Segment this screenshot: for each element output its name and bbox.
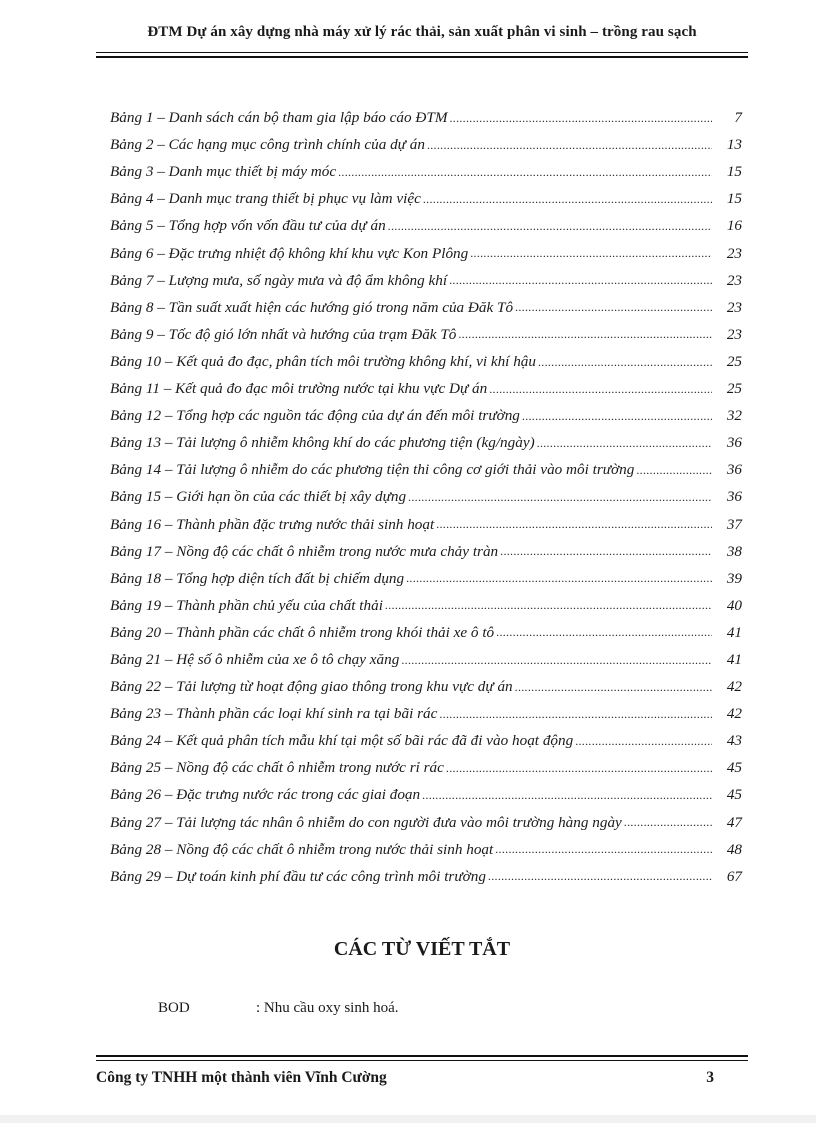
- page-header: ĐTM Dự án xây dựng nhà máy xử lý rác thải, sản xuất phân vi sinh – trồng rau sạch: [147, 24, 697, 40]
- toc-entry-title: Bảng 11 – Kết quả đo đạc môi trường nước tại khu vực Dự án: [110, 380, 488, 398]
- toc-dot-leader: [458, 327, 712, 343]
- toc-entry-page: 13: [726, 136, 742, 154]
- toc-dot-leader: [401, 653, 712, 669]
- header-rule-thin: [96, 52, 748, 53]
- toc-entry[interactable]: [110, 208, 742, 235]
- toc-entry[interactable]: [110, 235, 742, 262]
- toc-entry-title: Bảng 19 – Thành phần chủ yếu của chất thải: [110, 596, 383, 614]
- toc-entry-page: 7: [734, 109, 742, 127]
- toc-entry-page: 23: [726, 271, 742, 289]
- toc-entry-title: Bảng 27 – Tải lượng tác nhân ô nhiễm do con người đưa vào môi trường hàng ngày: [110, 813, 622, 831]
- toc-dot-leader: [575, 734, 712, 750]
- toc-entry-page: 38: [726, 542, 742, 560]
- toc-entry-page: 25: [726, 352, 742, 370]
- toc-entry[interactable]: [110, 127, 742, 154]
- toc-entry-title: Bảng 14 – Tải lượng ô nhiễm do các phương tiện thi công cơ giới thải vào môi trường: [110, 461, 635, 479]
- toc-dot-leader: [423, 192, 712, 208]
- toc-entry[interactable]: [110, 317, 742, 344]
- toc-dot-leader: [522, 409, 712, 425]
- toc-entry-title: Bảng 20 – Thành phần các chất ô nhiễm trong khói thải xe ô tô: [110, 623, 495, 641]
- toc-entry-title: Bảng 13 – Tải lượng ô nhiễm không khí do các phương tiện (kg/ngày): [110, 434, 535, 452]
- toc-entry[interactable]: [110, 723, 742, 750]
- toc-entry[interactable]: [110, 425, 742, 452]
- toc-dot-leader: [422, 788, 712, 804]
- toc-dot-leader: [338, 165, 712, 181]
- toc-entry-title: Bảng 18 – Tổng hợp diện tích đất bị chiếm dụng: [110, 569, 405, 587]
- toc-entry[interactable]: [110, 534, 742, 561]
- toc-dot-leader: [470, 246, 712, 262]
- toc-dot-leader: [636, 463, 712, 479]
- table-of-contents: [110, 100, 742, 886]
- toc-entry[interactable]: [110, 181, 742, 208]
- toc-entry-title: Bảng 12 – Tổng hợp các nguồn tác động của dự án đến môi trường: [110, 407, 520, 425]
- toc-entry[interactable]: [110, 506, 742, 533]
- toc-entry-page: 45: [726, 786, 742, 804]
- toc-entry[interactable]: [110, 615, 742, 642]
- toc-entry-title: Bảng 9 – Tốc độ gió lớn nhất và hướng của trạm Đăk Tô: [110, 325, 457, 343]
- toc-entry-page: 25: [726, 380, 742, 398]
- toc-entry-title: Bảng 17 – Nồng độ các chất ô nhiễm trong nước mưa chảy tràn: [110, 542, 499, 560]
- toc-entry-page: 41: [726, 650, 742, 668]
- toc-entry-title: Bảng 10 – Kết quả đo đạc, phân tích môi trường không khí, vi khí hậu: [110, 352, 536, 370]
- toc-dot-leader: [449, 111, 712, 127]
- toc-entry-title: Bảng 22 – Tải lượng từ hoạt động giao thông trong khu vực dự án: [110, 678, 513, 696]
- toc-dot-leader: [488, 869, 712, 885]
- toc-entry[interactable]: [110, 750, 742, 777]
- toc-entry-page: 42: [726, 705, 742, 723]
- toc-entry-page: 23: [726, 325, 742, 343]
- toc-entry-title: Bảng 24 – Kết quả phân tích mẫu khí tại một số bãi rác đã đi vào hoạt động: [110, 732, 574, 750]
- toc-entry-page: 36: [726, 434, 742, 452]
- abbreviation-row: [158, 1000, 398, 1017]
- toc-entry[interactable]: [110, 859, 742, 886]
- toc-entry-page: 37: [726, 515, 742, 533]
- toc-entry-title: Bảng 7 – Lượng mưa, số ngày mưa và độ ẩm không khí: [110, 271, 448, 289]
- footer-rule-thick: [96, 1055, 748, 1057]
- toc-entry-page: 16: [726, 217, 742, 235]
- toc-entry[interactable]: [110, 290, 742, 317]
- toc-entry-page: 32: [726, 407, 742, 425]
- toc-dot-leader: [537, 436, 712, 452]
- toc-dot-leader: [385, 598, 712, 614]
- toc-entry[interactable]: [110, 344, 742, 371]
- toc-entry-title: Bảng 6 – Đặc trưng nhiệt độ không khí khu vực Kon Plông: [110, 244, 469, 262]
- toc-entry[interactable]: [110, 832, 742, 859]
- toc-entry[interactable]: [110, 804, 742, 831]
- toc-dot-leader: [439, 707, 712, 723]
- toc-entry[interactable]: [110, 777, 742, 804]
- toc-dot-leader: [436, 517, 712, 533]
- abbreviation-key: BOD: [158, 1000, 190, 1016]
- toc-entry[interactable]: [110, 669, 742, 696]
- toc-dot-leader: [515, 680, 712, 696]
- toc-entry[interactable]: [110, 479, 742, 506]
- toc-entry-page: 41: [726, 623, 742, 641]
- abbreviations-heading: CÁC TỪ VIẾT TẮT: [333, 938, 511, 960]
- toc-dot-leader: [500, 544, 712, 560]
- toc-entry-title: Bảng 3 – Danh mục thiết bị máy móc: [110, 163, 337, 181]
- toc-entry[interactable]: [110, 452, 742, 479]
- toc-entry[interactable]: [110, 696, 742, 723]
- toc-entry[interactable]: [110, 588, 742, 615]
- toc-entry-title: Bảng 5 – Tổng hợp vốn vốn đầu tư của dự án: [110, 217, 386, 235]
- toc-entry-page: 47: [726, 813, 742, 831]
- toc-entry[interactable]: [110, 263, 742, 290]
- toc-entry-page: 45: [726, 759, 742, 777]
- toc-entry-title: Bảng 23 – Thành phần các loại khí sinh ra tại bãi rác: [110, 705, 438, 723]
- toc-entry-title: Bảng 2 – Các hạng mục công trình chính của dự án: [110, 136, 425, 154]
- toc-entry[interactable]: [110, 154, 742, 181]
- toc-dot-leader: [489, 382, 712, 398]
- toc-entry-page: 43: [726, 732, 742, 750]
- toc-entry-title: Bảng 4 – Danh mục trang thiết bị phục vụ làm việc: [110, 190, 421, 208]
- toc-dot-leader: [446, 761, 712, 777]
- footer-company: Công ty TNHH một thành viên Vĩnh Cường: [96, 1069, 387, 1086]
- toc-entry-title: Bảng 1 – Danh sách cán bộ tham gia lập báo cáo ĐTM: [110, 109, 448, 127]
- toc-entry-title: Bảng 8 – Tần suất xuất hiện các hướng gió trong năm của Đăk Tô: [110, 298, 514, 316]
- toc-dot-leader: [406, 571, 712, 587]
- toc-entry-title: Bảng 26 – Đặc trưng nước rác trong các giai đoạn: [110, 786, 421, 804]
- header-rule-thick: [96, 56, 748, 58]
- toc-entry-page: 42: [726, 678, 742, 696]
- toc-dot-leader: [388, 219, 712, 235]
- toc-entry-title: Bảng 21 – Hệ số ô nhiễm của xe ô tô chạy xăng: [110, 650, 400, 668]
- toc-dot-leader: [408, 490, 712, 506]
- toc-entry-title: Bảng 25 – Nồng độ các chất ô nhiễm trong nước rỉ rác: [110, 759, 444, 777]
- toc-entry-page: 23: [726, 244, 742, 262]
- toc-dot-leader: [538, 355, 712, 371]
- toc-entry[interactable]: [110, 561, 742, 588]
- toc-entry-page: 48: [726, 840, 742, 858]
- toc-entry-page: 67: [726, 867, 742, 885]
- toc-entry-title: Bảng 16 – Thành phần đặc trưng nước thải sinh hoạt: [110, 515, 435, 533]
- footer-page-number: 3: [706, 1069, 714, 1086]
- toc-dot-leader: [427, 138, 712, 154]
- toc-entry-title: Bảng 29 – Dự toán kinh phí đầu tư các công trình môi trường: [110, 867, 486, 885]
- toc-entry-page: 36: [726, 488, 742, 506]
- toc-dot-leader: [515, 300, 712, 316]
- toc-dot-leader: [496, 625, 712, 641]
- toc-entry-page: 39: [726, 569, 742, 587]
- toc-entry-title: Bảng 28 – Nồng độ các chất ô nhiễm trong nước thải sinh hoạt: [110, 840, 494, 858]
- footer-rule-thin: [96, 1060, 748, 1061]
- toc-entry-page: 15: [726, 163, 742, 181]
- toc-entry[interactable]: [110, 371, 742, 398]
- toc-dot-leader: [495, 842, 712, 858]
- toc-dot-leader: [449, 273, 712, 289]
- page-bottom-edge: [0, 1115, 816, 1123]
- toc-entry-page: 23: [726, 298, 742, 316]
- toc-dot-leader: [624, 815, 712, 831]
- toc-entry[interactable]: [110, 398, 742, 425]
- toc-entry-page: 36: [726, 461, 742, 479]
- abbreviation-value: : Nhu cầu oxy sinh hoá.: [256, 1000, 399, 1016]
- toc-entry-page: 15: [726, 190, 742, 208]
- toc-entry[interactable]: [110, 100, 742, 127]
- toc-entry-page: 40: [726, 596, 742, 614]
- toc-entry[interactable]: [110, 642, 742, 669]
- toc-entry-title: Bảng 15 – Giới hạn ồn của các thiết bị xây dựng: [110, 488, 407, 506]
